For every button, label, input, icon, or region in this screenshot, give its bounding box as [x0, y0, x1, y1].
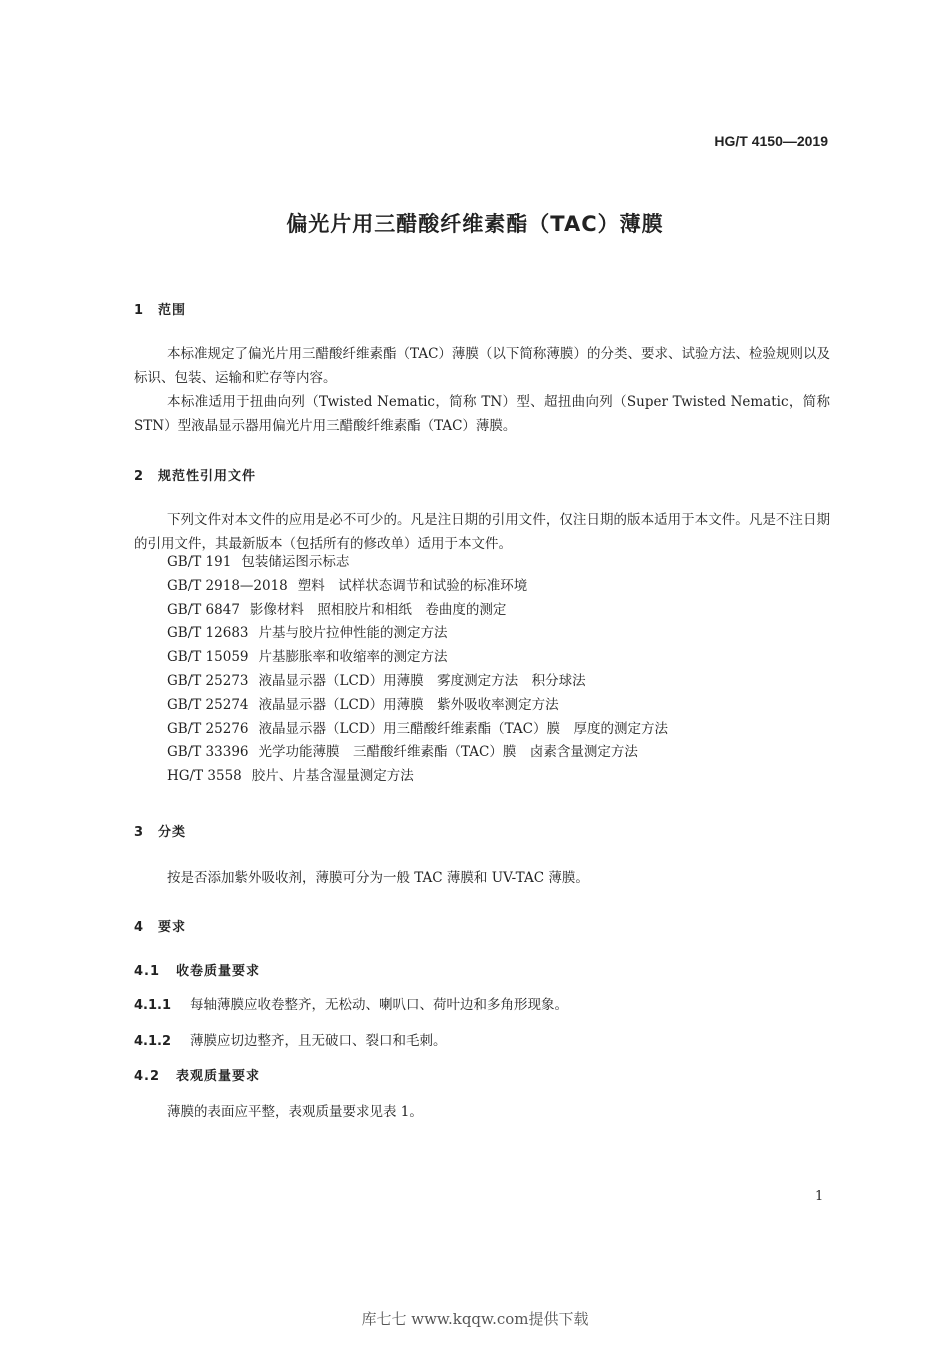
reference-code: GB/T 25274	[167, 696, 249, 713]
section-number: 3	[134, 825, 145, 840]
document-title: 偏光片用三醋酸纤维素酯（TAC）薄膜	[286, 212, 664, 236]
reference-item	[167, 741, 668, 765]
section-title: 规范性引用文件	[158, 469, 257, 484]
section-number: 4.1	[134, 964, 161, 979]
section-4-2-text: 薄膜的表面应平整，表观质量要求见表 1。	[167, 1104, 423, 1120]
section-2-intro	[134, 508, 830, 556]
reference-code: GB/T 6847	[167, 601, 240, 618]
section-4-heading	[134, 916, 186, 935]
reference-item	[167, 575, 668, 599]
clause-4-1-2	[134, 1029, 447, 1049]
reference-title: 片基与胶片拉伸性能的测定方法	[258, 625, 448, 642]
section-number: 1	[134, 303, 145, 318]
section-4-2-heading	[134, 1065, 260, 1084]
section-number: 2	[134, 469, 145, 484]
section-title: 表观质量要求	[176, 1069, 261, 1084]
reference-title: 片基膨胀率和收缩率的测定方法	[258, 649, 448, 666]
footer-watermark: 库七七 www.kqqw.com提供下载	[361, 1310, 589, 1328]
section-1-heading	[134, 299, 186, 318]
section-number: 4.2	[134, 1069, 161, 1084]
reference-item	[167, 670, 668, 694]
standard-code: HG/T 4150—2019	[714, 133, 828, 149]
paragraph: 本标准适用于扭曲向列（Twisted Nematic，简称 TN）型、超扭曲向列（Super Twisted Nematic，简称 STN）型液晶显示器用偏光片用三醋酸纤维素酯（TAC）薄膜。	[134, 394, 830, 434]
reference-title: 影像材料 照相胶片和相纸 卷曲度的测定	[249, 601, 507, 618]
section-3-text: 按是否添加紫外吸收剂，薄膜可分为一般 TAC 薄膜和 UV-TAC 薄膜。	[167, 870, 589, 886]
reference-code: GB/T 25273	[167, 672, 249, 689]
reference-item	[167, 599, 668, 623]
reference-item	[167, 551, 668, 575]
section-1-body	[134, 342, 830, 438]
reference-item	[167, 765, 668, 789]
reference-code: GB/T 33396	[167, 744, 249, 761]
clause-text: 每轴薄膜应收卷整齐，无松动、喇叭口、荷叶边和多角形现象。	[190, 997, 568, 1013]
reference-code: GB/T 2918—2018	[167, 577, 288, 594]
reference-title: 液晶显示器（LCD）用薄膜 雾度测定方法 积分球法	[258, 672, 586, 689]
reference-code: GB/T 15059	[167, 649, 249, 666]
reference-title: 胶片、片基含湿量测定方法	[251, 768, 414, 785]
reference-title: 液晶显示器（LCD）用三醋酸纤维素酯（TAC）膜 厚度的测定方法	[258, 720, 668, 737]
section-title: 要求	[158, 920, 187, 935]
section-3-heading	[134, 821, 186, 840]
reference-title: 光学功能薄膜 三醋酸纤维素酯（TAC）膜 卤素含量测定方法	[258, 744, 638, 761]
paragraph: 下列文件对本文件的应用是必不可少的。凡是注日期的引用文件，仅注日期的版本适用于本文件。凡是不注日期的引用文件，其最新版本（包括所有的修改单）适用于本文件。	[134, 512, 830, 552]
clause-text: 薄膜应切边整齐，且无破口、裂口和毛刺。	[190, 1033, 447, 1049]
section-number: 4	[134, 920, 145, 935]
section-2-heading	[134, 465, 256, 484]
section-title: 分类	[158, 825, 187, 840]
paragraph: 本标准规定了偏光片用三醋酸纤维素酯（TAC）薄膜（以下简称薄膜）的分类、要求、试验方法、检验规则以及标识、包装、运输和贮存等内容。	[134, 346, 830, 386]
section-title: 范围	[158, 303, 187, 318]
reference-item	[167, 694, 668, 718]
reference-item	[167, 646, 668, 670]
reference-code: GB/T 191	[167, 554, 232, 570]
reference-title: 塑料 试样状态调节和试验的标准环境	[297, 577, 528, 594]
clause-number: 4.1.1	[134, 998, 172, 1013]
section-4-1-heading	[134, 960, 260, 979]
reference-code: GB/T 25276	[167, 720, 249, 737]
reference-title: 液晶显示器（LCD）用薄膜 紫外吸收率测定方法	[258, 696, 559, 713]
reference-title: 包装储运图示标志	[241, 554, 350, 570]
clause-number: 4.1.2	[134, 1034, 172, 1049]
reference-code: GB/T 12683	[167, 625, 249, 642]
page-number: 1	[815, 1189, 824, 1204]
reference-item	[167, 718, 668, 742]
reference-list	[167, 551, 668, 789]
reference-code: HG/T 3558	[167, 768, 242, 785]
clause-4-1-1	[134, 993, 568, 1013]
reference-item	[167, 622, 668, 646]
section-title: 收卷质量要求	[176, 964, 261, 979]
